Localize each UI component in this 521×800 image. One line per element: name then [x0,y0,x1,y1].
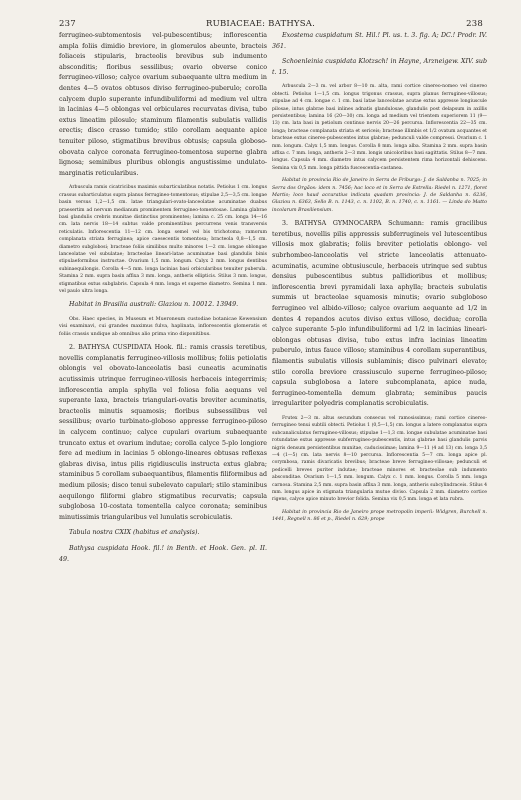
synonym-schoenleinia: Schoenleinia cuspidata Klotzsch! in Hayne, Arzneigew. XIV. sub t. 15. [272,58,487,76]
habitat-note: Habitat in provincia Rio de Janeiro prope metropolin imperii: Widgren, Burchell n. 1441, Regnell n. 86 et p., Riedel n. 629; prope [272,509,487,523]
synonym-reference: Bathysa cuspidata Hook. fil.! in Benth. et Hook. Gen. pl. II. 49. [59,544,267,563]
running-title: RUBIACEAE: BATHYSA. [206,19,315,29]
left-column [59,31,267,791]
right-column [272,31,487,791]
right-page-number: 238 [466,19,483,29]
species-detail-text: Frutex 2—3 m. altus secundum consecus vel ramosissimus; rami cortice cinereo-ferrugineo tenui subtili obtecti. Petiolus 1 (0,5—1,5) cm. longus a latere complanatus supra subcanaliculatus ferrugineo-villosus; stipulae 1—1,3 cm. longae subulatae acuminatae basi rotundatae extus appresse subferrugineo-pubescentis, intus glabrae basi glandulis parvis nigris densum persistentibus munitae, caducissimae; lamina 9—11 (4 ad 13) cm. longa 3,5—4 (1—5) cm. lata nervis 8—10 percursa. Inflorescentia 5—7 cm. longa apice pl. corymbosa, ramis divaricatis brevibus; bracteae breve ferrugineo-villosae; pedunculi et pedicelli breves puriter indutae; bracteae minores et bracteolae sub indumento absconditae. Ovarium 1—1,5 mm. longum. Calyx c. 1 mm. longus. Corolla 5 mm. longa carnosa. Stamina 2,5 mm. supra basin affixa 3 mm. longa, antheris subcylindraceis. Stilus 4 mm. longus apice in stigmata triangularia mutue diviso. Capsula 2 mm. diametro cortice rigens, calyce apice minuto brevior folida. Semina vix 0,5 mm. longa et lata rubra. [272,415,487,503]
synonym-exostema: Exostema cuspidatum St. Hil.! Pl. us. t. 3. fig. A; DC.! Prodr. IV. 361. [272,32,487,50]
plate-reference: Tabula nostra CXIX (habitus et analysis). [69,529,200,537]
habitat-note: Habitat in Brasilia australi: Glaziou n. 10012. 13949. [69,301,239,309]
left-page-number: 237 [59,19,76,29]
species-description-end: ferrugineo-subtomentosis vel-pubescentibus; inflorescentia ampla foliis dimidio breviore, in glomerulos abeunte, bracteis foliaceis stipularis, bracteolis brevibus sub indumento absconditis; floribus sessilibus; ovario obverse conico ferrugineo-villoso; calyce ovarium subaequante ultra medium in dentes 4—5 ovatos obtusos diviso ferrugineo-puberulo; corolla calycem duplo superante infundibuliformi ad medium vel ultra in lacinias 4—5 oblongas vel orbiculares recurvatas divisa, tubo extus lineatim pilosulo; staminum filamentis subulatis vallidis erectis; disco crasso tumido; stilo corollam aequante apice tenuiter piloso, stigmatibus brevibus obtusis; capsula globoso-obovata calyce coronata ferrugineo-tomentosa superne glabra lignosa; seminibus pluribus oblongis angustissime undulato-marginatis reticularibus. [59,32,267,177]
species-heading-cuspidata: 2. BATHYSA CUSPIDATA Hook. fil.: ramis crassis teretibus, novellis complanatis ferrugineo-villosis mollibus; foliis petiolatis oblongis vel obovato-lanceolatis basi cuneatis acuminatis acutissimis utrinque ferrugineo-villosis herbaceis integerrimis; inflorescentia ampla sphylla vel foliosa folia aequans vel superante laxa, bracteis triangulari-ovatis breviter acuminatis, bracteolis minutis squamosis; floribus subsessilibus vel sessilibus; ovario turbinato-globoso appresse ferrugineo-piloso in calycem continuo; calyce cupulari ovarium subaequante truncato extus et ovarium indutae; corolla calyce 5-plo longiore fere ad medium in lacinias 5 oblongo-lineares obtusas reflexas glabras divisa, intus pilis rigidiusculis instructa extus glabra; staminibus 5 corollam subaequantibus, filamentis filiformibus ad medium pilosis; disco tenui subelevato capulari; stilo staminibus aequilongo filiformi glabro stigmatibus recurvatis; capsula subglobosa 10-costata tomentella calyce coronata; seminibus minutissimis triangularibus vel lunulatis scrobiculatis. [59,344,267,521]
species-detail-text: Arbuscula 2—3 m. vel arbor 8—10 m. alta, rami cortice cinereo-nomeo vel cinereo obtecti. Petiolus 1—1,5 cm. longus trigonus crassus, supra planus ferrugineo-villosus; stipulae ad 4 cm. longae c. 1 cm. basi latae lanceolatae acutae extus appresse longiuscule pilosae, intus glabrae basi inlines adnatis glandulosae, glandulis post delapsum in axillis persistentibus; lamina 16 (20—30) cm. longa ad medium vel trientem superiorem 11 (9—13) cm. lata basi in petiolum continuo nervis 20—26 percursa. Inflorescentia 22—35 cm. longa; bracteae complanata striata et sericeis; bracteae illimbis et 1/2 ovatum acquantes et bracteae extus cinereo-pubescentes intus glabrae; pedunculi valde compressi. Ovarium c. 1 mm. longum. Calyx 1,5 mm. longus. Corolla 8 mm. longa alba. Stamina 2 mm. supra basin affixa c. 7 mm. longa, antheris 2—3 mm. longis unicoloribus basi sagittatis. Stilus 8—7 mm. longus. Capsula 4 mm. diametro intus calycem persistentem rima horizontali dehiscens. Semina vix 0,5 mm. longa pittida fuscescentia-castanea. [272,84,487,171]
species-heading-gymnocarpa: 3. BATHYSA GYMNOCARPA Schumann: ramis gracilibus teretibus, novellis pilis appressis subferrugineis vel lutescentibus villosis mox glabratis; foliis breviter petiolatis oblongo- vel subrhombeo-lanceolatis vel stricte lanceolatis attenuato-acuminatis, acumine obtusiuscule, herbaceis utrinque sed subtus densius pubescentibus subtus pallidioribus et mollibus; inflorescentia brevi pyramidali laxa aphylla; bracteis subulatis summis ut bracteolae squamosis minutis; ovario subgloboso ferrugineo vel albido-villoso; calyce ovarium aequante ad 1/2 in dentes 4 repandos acutos diviso extus villoso, decidua; corolla calyce superante 5-plo infundibuliformi ad 1/2 in lacinias lineari-oblongas obtusas divisa, tubo extus infra lacinias lineatim puberulo, intus fauce villoso; staminibus 4 corollam superantibus, filamentis subulatis villosis sublaminis; disco pulvinari elevato; stilo corolla breviore crassiusculo superne ferrugineo-piloso; capsula subglobosa a latere subcomplanata, apice nuda, ferrugineo-tomentella demum glabrata; seminibus paucis irregulariter polyedris complanatis scrobiculatis. [272,220,487,408]
habitat-note: Habitat in provincia Rio de Janeiro in Serra de Friburgo: J. de Saldanha n. 7025; in Serra dos Orgãos: idem n. 7456; hac loco et in Serra de Estrella: Riedel n. 1271, floret Martio; loco haud accuratius indicata quadam provincia: J. de Saldanha n. 6236, Glaziou n. 6363, Sello B. n. 1143, c. n. 1102, B. n. 1740, c. n. 1161. — Linda do Matto incolarum Brasiliensium. [272,178,487,213]
species-detail-text: Arbuscula ramis cicatricibus maximis subarticulatibus notatis. Petiolus 1 cm. longus crassus subarticulatus supra planus ferrugineo-tomentosus; stipulae 2,5—3,5 cm. longae basin versus 1,2—1,5 cm. latae triangulari-ovato-lanceolatae acuminatae duabus praesertim ad nervum medianum prominentem ferrugineo-tomentosae. Lamina glabrae basi glandulis crebris munitae distinctius prominentes; lamina c. 25 cm. longa 14—16 cm. lata nervis 18—14 subtus valde prominentibus percurrens venis transversis reticulatis. Inflorescentia 11—12 cm. longa semel vel bis trichotoma; ramorum complanata striata ferruginea; apice caesecentis tomentosa; bracteola 0,8—1,5 cm. diametro subglobosi; bracteae foliis similibus multo minores 1—2 cm. longae oblongae lanceolatae vel subulatae; bracteolae lineari-latae acuminatae basi glandulis binis stipulaeformibus instructae. Ovarium 1,5 mm. longum. Calyx 2 mm. longus dentibus subinaequilongis. Corolla 4—5 mm. longa lacinias basi orbicularibus tenuiter puberula. Stamina 2 mm. supra basin affixa 3 mm. longa, antheris ellipticis. Stilus 3 mm. longus, stigmatibus extus subglabris. Capsula 4 mm. longa et superne diametro. Semina 1 mm. vel paulo ultra longa. [59,185,267,294]
observation-note: Obs. Haec species, in Museum et Mueroneum custodiae botanicae Kewensium visi examinavi, cui grandes maximus fulva, haplinata, inflorescentis glomeratis et foliis crassis undique ab omnibus alio prima vino disponitibus. [59,317,267,337]
